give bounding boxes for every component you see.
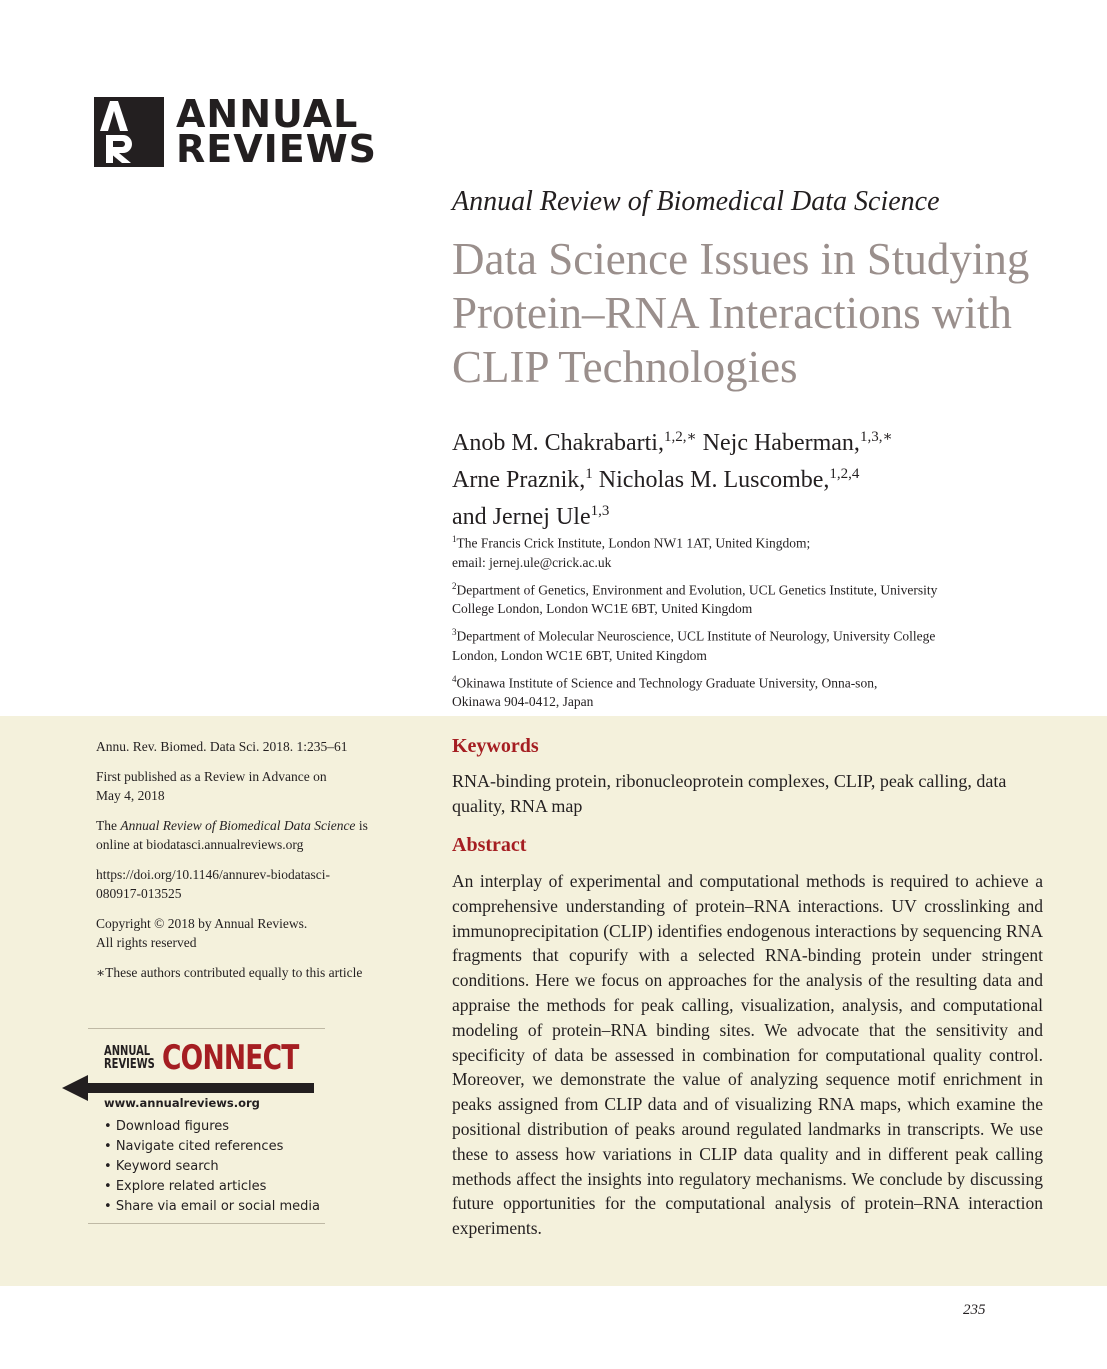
affiliation-text: Okinawa Institute of Science and Technology Graduate University, Onna-son, (456, 675, 878, 690)
affiliation-email[interactable]: email: jernej.ule@crick.ac.uk (452, 554, 612, 570)
citation: Annu. Rev. Biomed. Data Sci. 2018. 1:235–61 (96, 739, 348, 754)
author-name: Nicholas M. Luscombe, (598, 467, 830, 493)
affiliation (452, 577, 1044, 619)
online-info (96, 816, 416, 854)
list-item: • Explore related articles (104, 1177, 320, 1197)
affiliation (452, 670, 1044, 712)
list-item: • Download figures (104, 1117, 320, 1137)
abstract-text: An interplay of experimental and computational methods is required to achieve a comprehensive understanding of protein–RNA interactions. UV crosslinking and immunoprecipitation (CLIP) identifies endogenous interactions by sequencing RNA fragments that copurify with a selected RNA-binding protein under stringent conditions. Here we focus on approaches for the analysis of the resulting data and appraise the methods for peak calling, visualization, analysis, and computational modeling of protein–RNA binding sites. We advocate that the sensitivity and specificity of data be assessed in combination for computational quality control. Moreover, we demonstrate the value of analyzing sequence motif enrichment in peaks assigned from CLIP data and of visualizing RNA maps, which examine the positional distribution of peaks around regulated landmarks in transcripts. We use these to assess how variations in CLIP data quality and in different peak calling methods affect the insights into regulatory mechanisms. We conclude by discussing future opportunities for the computational analysis of protein–RNA interaction experiments. (452, 871, 1043, 1239)
affiliation-list (452, 530, 1044, 716)
annual-reviews-connect-box[interactable] (88, 1028, 325, 1224)
doi-line-1[interactable]: https://doi.org/10.1146/annurev-biodatasci- (96, 867, 330, 882)
copyright-line-1: Copyright © 2018 by Annual Reviews. (96, 916, 308, 931)
ar-logo-mark-icon (94, 97, 164, 167)
keywords-text: RNA-binding protein, ribonucleoprotein complexes, CLIP, peak calling, data quality, RNA map (452, 771, 1007, 816)
article-info-sidebar (96, 737, 416, 993)
author-list (452, 422, 1044, 533)
abstract-heading: Abstract (452, 834, 527, 856)
connect-url[interactable]: www.annualreviews.org (104, 1096, 260, 1110)
connect-small-line-2: REVIEWS (104, 1057, 155, 1072)
author-name: Arne Praznik, (452, 467, 586, 493)
affiliation-text: Department of Molecular Neuroscience, UCL Institute of Neurology, University College (456, 628, 936, 644)
doi-line-2[interactable]: 080917-013525 (96, 886, 182, 901)
list-item: • Keyword search (104, 1157, 320, 1177)
connect-title: CONNECT (162, 1038, 299, 1078)
affiliation (452, 530, 1044, 572)
logo-line-2: REVIEWS (176, 127, 378, 171)
affiliation-number: 4 (452, 673, 457, 684)
doi[interactable] (96, 865, 416, 903)
connect-small-line-1: ANNUAL (104, 1044, 151, 1059)
author-affiliation-marks: 1,2,∗ (663, 429, 697, 445)
affiliation-text: The Francis Crick Institute, London NW1 1AT, United Kingdom; (456, 535, 811, 551)
publication-date (96, 767, 416, 805)
keywords-heading: Keywords (452, 735, 539, 757)
author-affiliation-marks: 1,3 (590, 503, 610, 519)
affiliation (452, 623, 1044, 665)
affiliation-number: 2 (452, 580, 457, 591)
online-prefix: The (96, 818, 121, 833)
affiliation-number: 1 (452, 534, 457, 544)
author-name: Anob M. Chakrabarti, (452, 430, 664, 456)
article-title: Data Science Issues in Studying Protein–RNA Interactions with CLIP Technologies (452, 234, 1030, 392)
journal-name: Annual Review of Biomedical Data Science (452, 186, 940, 217)
author-name: and Jernej Ule (452, 504, 591, 530)
copyright-line-2: All rights reserved (96, 935, 197, 950)
page-number: 235 (963, 1302, 986, 1318)
published-date: May 4, 2018 (96, 788, 165, 803)
affiliation-text: College London, London WC1E 6BT, United Kingdom (452, 601, 753, 616)
online-journal: Annual Review of Biomedical Data Science (120, 818, 356, 833)
author-affiliation-marks: 1 (585, 466, 593, 482)
equal-contribution-note: ∗These authors contributed equally to this article (96, 965, 363, 980)
connect-small-logo (104, 1044, 155, 1072)
affiliation-text: London, London WC1E 6BT, United Kingdom (452, 647, 707, 663)
author-affiliation-marks: 1,2,4 (829, 466, 860, 482)
author-name: Nejc Haberman, (702, 430, 860, 456)
published-label: First published as a Review in Advance on (96, 769, 327, 784)
affiliation-number: 3 (452, 627, 457, 637)
online-suffix: is (355, 818, 368, 833)
affiliation-text: Department of Genetics, Environment and Evolution, UCL Genetics Institute, University (456, 582, 938, 597)
logo-line-1: ANNUAL (176, 92, 359, 136)
annual-reviews-logo (94, 92, 378, 171)
copyright (96, 914, 416, 952)
list-item: • Navigate cited references (104, 1137, 320, 1157)
connect-feature-list (104, 1117, 320, 1217)
affiliation-text: Okinawa 904-0412, Japan (452, 694, 594, 709)
list-item: • Share via email or social media (104, 1197, 320, 1217)
online-url[interactable]: online at biodatasci.annualreviews.org (96, 837, 304, 852)
logo-wordmark (176, 92, 378, 171)
connect-header (104, 1040, 337, 1076)
author-affiliation-marks: 1,3,∗ (859, 429, 893, 445)
